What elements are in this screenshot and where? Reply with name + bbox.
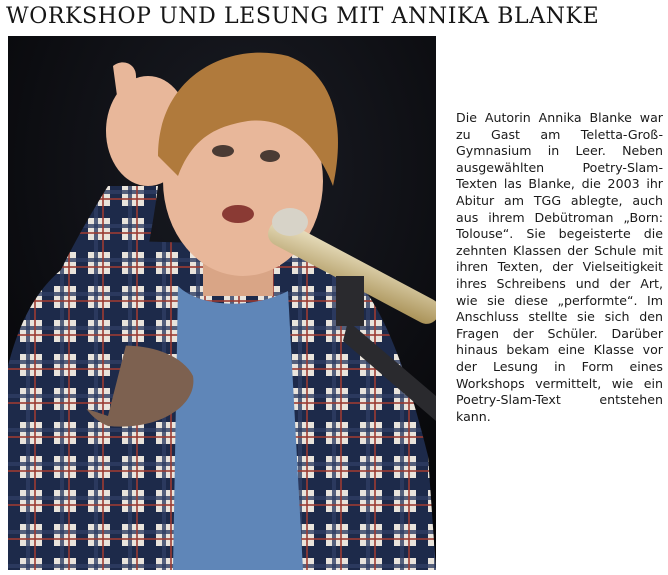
article-photo (8, 36, 436, 570)
headline: WORKSHOP UND LESUNG MIT ANNIKA BLANKE (6, 4, 600, 29)
tshirt (173, 286, 303, 570)
eye-left (212, 145, 234, 157)
eye-right (260, 150, 280, 162)
mouth (222, 205, 254, 223)
article-body: Die Autorin Annika Blanke war zu Gast am Teletta-Groß-Gymnasium in Leer. Neben ausgewählten Poetry-Slam-Texten las Blanke, die 2003 ihr Abitur am TGG ablegte, auch aus ihrem Debütroman „Born: Tolouse“. Sie begeisterte die zehnten Klassen der Schule mit ihren Texten, der Vielseitigkeit ihres Schreibens und der Art, wie sie diese „performte“. Im Anschluss stellte sie sich den Fragen der Schüler. Darüber hinaus bekam eine Klasse vor der Lesung in Form eines Workshops vermittelt, wie ein Poetry-Slam-Text entstehen kann. (456, 110, 663, 424)
photo-illustration (8, 36, 436, 570)
